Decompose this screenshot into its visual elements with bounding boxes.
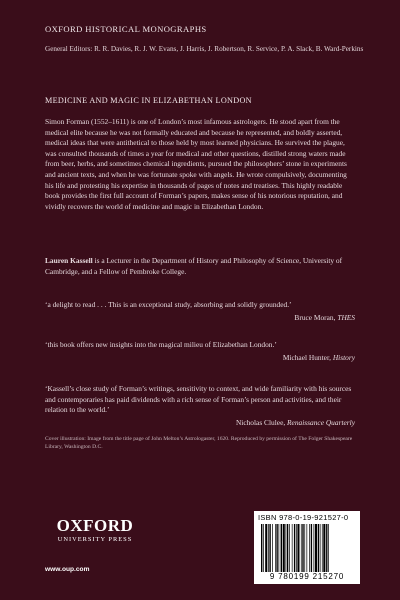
isbn-label: ISBN 978-0-19-921527-0 xyxy=(258,513,349,522)
quote-author: Michael Hunter, xyxy=(282,352,333,362)
barcode-bar xyxy=(304,524,305,572)
quote-author: Nicholas Clulee, xyxy=(235,417,288,427)
barcode-bar xyxy=(281,524,282,572)
publisher-url[interactable]: www.oup.com xyxy=(45,566,90,573)
barcode-bar xyxy=(283,524,285,572)
barcode-bar xyxy=(275,524,276,572)
quote-source: Renaissance Quarterly xyxy=(287,417,355,427)
author-name: Lauren Kassell xyxy=(45,256,93,265)
publisher-name: OXFORD xyxy=(56,516,134,535)
barcode-bar xyxy=(297,524,299,572)
barcode-bar xyxy=(276,524,277,572)
barcode-bar xyxy=(315,524,317,572)
barcode-bar xyxy=(287,524,288,572)
barcode-bars xyxy=(260,524,354,572)
book-title: MEDICINE AND MAGIC IN ELIZABETHAN LONDON xyxy=(45,96,252,105)
barcode-bar xyxy=(314,524,315,572)
review-quote xyxy=(45,384,355,428)
barcode-bar xyxy=(311,524,312,572)
series-title: OXFORD HISTORICAL MONOGRAPHS xyxy=(45,24,207,34)
barcode-bar xyxy=(294,524,295,572)
review-quote xyxy=(45,340,355,363)
barcode-bar xyxy=(328,524,329,572)
cover-illustration-credit: Cover illustration: Image from the title page of John Melton’s Astrologaster, 1620. Reproduced by permission of The Folger Shakespeare Library, Washington D.C. xyxy=(45,436,353,450)
barcode-bar xyxy=(261,524,262,572)
barcode-bar xyxy=(301,524,302,572)
book-blurb: Simon Forman (1552–1611) is one of London’s most infamous astrologers. He stood apart from the medical elite because he was not formally educated and because he represented, and boldly asserted, medical ideas that were antithetical to those held by most learned physicians. He survived the plague, was consulted thousands of times a year for medical and other questions, distilled strong waters made from beer, herbs, and sometimes chemical ingredients, pursued the philosophers’ stone in experiments and ancient texts, and when he was fortunate spoke with angels. He wrote compulsively, documenting his life and protesting his expertise in thousands of pages of notes and treatises. This highly readable book provides the first full account of Forman’s papers, makes sense of his notorious reputation, and vividly recovers the world of medicine and magic in Elizabethan London. xyxy=(45,117,347,211)
review-quote xyxy=(45,300,355,323)
quote-attribution xyxy=(45,313,355,324)
barcode-bar xyxy=(326,524,327,572)
barcode-bar xyxy=(263,524,264,572)
barcode-bar xyxy=(272,524,273,572)
barcode-bar xyxy=(302,524,303,572)
quote-attribution xyxy=(45,353,355,364)
general-editors: General Editors: R. R. Davies, R. J. W. Evans, J. Harris, J. Robertson, R. Service, P. A. Slack, B. Ward-Perkins xyxy=(45,45,364,53)
barcode-bar xyxy=(292,524,293,572)
quote-text: ‘a delight to read . . . This is an exceptional study, absorbing and solidly grounded.’ xyxy=(45,300,292,309)
quote-source: History xyxy=(332,352,355,362)
barcode-bar xyxy=(268,524,269,572)
barcode-bar xyxy=(296,524,297,572)
quote-author: Bruce Moran, xyxy=(294,312,338,322)
barcode-bar xyxy=(309,524,310,572)
barcode-bar xyxy=(318,524,319,572)
publisher-subtitle: UNIVERSITY PRESS xyxy=(57,536,133,543)
barcode-bar xyxy=(265,524,267,572)
barcode-bar xyxy=(289,524,290,572)
barcode-bar xyxy=(307,524,308,572)
author-description: is a Lecturer in the Department of History and Philosophy of Science, University of Cambridge, and a Fellow of Pembroke College. xyxy=(45,256,343,276)
quote-source: THES xyxy=(337,312,355,322)
isbn-barcode xyxy=(254,511,360,584)
barcode-bar xyxy=(279,524,280,572)
barcode-bar xyxy=(323,524,325,572)
barcode-bar xyxy=(269,524,270,572)
author-bio xyxy=(45,256,355,277)
quote-text: ‘Kassell’s close study of Forman’s writings, sensitivity to context, and wide familiarity with his sources and contemporaries has paid dividends with a rich sense of Forman’s person and activities, and their relation to the world.’ xyxy=(45,384,352,415)
barcode-bar xyxy=(320,524,321,572)
barcode-bar xyxy=(322,524,323,572)
isbn-digits: 9 780199 215270 xyxy=(269,572,345,581)
barcode-bar xyxy=(286,524,287,572)
quote-attribution xyxy=(45,418,355,429)
quote-text: ‘this book offers new insights into the magical milieu of Elizabethan London.’ xyxy=(45,340,277,349)
publisher-logo xyxy=(45,517,145,543)
